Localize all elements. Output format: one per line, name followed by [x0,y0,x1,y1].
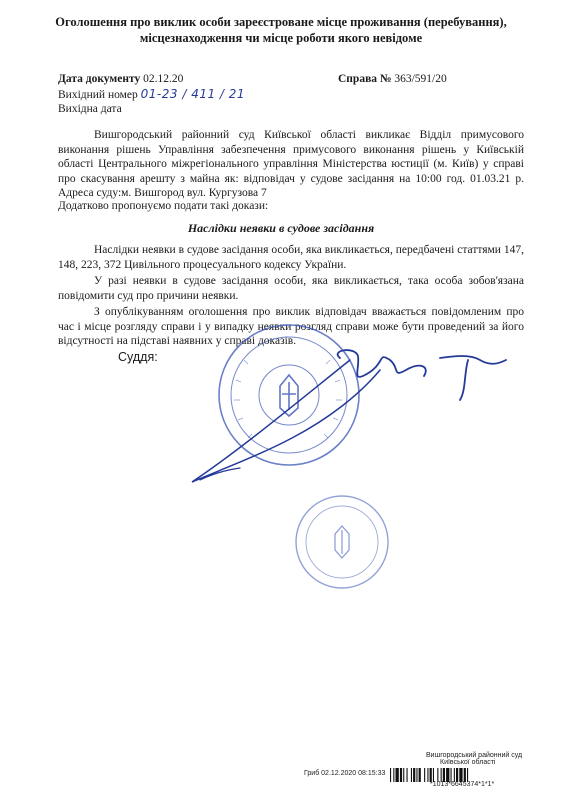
case-value: 363/591/20 [394,73,447,85]
barcode-bar [451,768,452,782]
title-line-1: Оголошення про виклик особи зареєстроване місце проживання (перебування), [55,15,507,29]
summons-paragraph: Вишгородський районний суд Київської області викликає Відділ примусового виконання рішень Управління забезпечення примусового виконання рішень у Київській області Центрального міжрегіонального управління Міністерства юстиції (м. Київ) у справі про скасування арешту з майна як: відповідач у судове засідання на 10:00 год. 01.03.21 р. Адреса суду:м. Вишгород вул. Кургузова 7 [58,129,524,199]
barcode-bar [433,768,434,782]
barcode-bar [400,768,402,782]
document-title [40,14,522,46]
document-date [58,72,183,87]
outgoing-number [58,87,245,103]
case-label: Справа № [338,73,392,85]
barcode-bar [393,768,394,782]
barcode-bar [419,768,421,782]
footer-timestamp: Гриб 02.12.2020 08:15:33 [304,770,386,777]
barcode-bar [437,768,438,782]
barcode-bar [413,768,415,782]
footer-court-line-1: Вишгородський районний суд [426,752,523,759]
barcode-bar [427,768,428,782]
barcode-bar [396,768,399,782]
judge-label: Суддя: [118,350,158,364]
barcode-bar [407,768,408,782]
consequences-paragraph: Наслідки неявки в судове засідання особи, яка викликається, передбачені статтями 147, 148, 223, 372 Цивільного процесуального кодексу України. [58,244,524,271]
footer-court-line-2: Київської області [440,759,496,766]
case-number [338,72,447,87]
notification-paragraph: У разі неявки в судове засідання особи, яка викликається, така особа зобов'язана повідомити суд про причини неявки. [58,275,524,302]
barcode [390,768,540,782]
date-value: 02.12.20 [143,73,184,85]
outgoing-date-label: Вихідна дата [58,103,122,115]
evidence-paragraph: Додатково пропонуємо подати такі докази: [58,200,269,212]
barcode-bar [390,768,391,782]
date-label: Дата документу [58,73,141,85]
barcode-bar [430,768,432,782]
barcode-bar [416,768,417,782]
barcode-bar [459,768,462,782]
barcode-bar [403,768,404,782]
outgoing-value: 01-23 / 411 / 21 [140,87,246,101]
barcode-number: *1013*6645374*1*1* [430,781,495,788]
publication-paragraph: З опублікуванням оголошення про виклик відповідач вважається повідомленим про час і місце розгляду справи і у випадку неявки розгляд справи може бути проведений за його відсутності на підставі наявних у справі доказів. [58,306,524,347]
barcode-bar [446,768,449,782]
barcode-bar [454,768,455,782]
judge-signature [180,330,520,490]
title-line-2: місцезнаходження чи місце роботи якого невідоме [139,31,423,45]
barcode-bar [411,768,412,782]
section-title: Наслідки неявки в судове засідання [187,221,375,235]
barcode-bar [467,768,468,782]
secondary-seal-stamp [292,492,392,592]
barcode-bar [424,768,425,782]
barcode-graphic [390,768,540,782]
barcode-bar [456,768,458,782]
outgoing-date [58,102,122,117]
barcode-bar [441,768,442,782]
footer-court-name [426,752,522,766]
outgoing-label: Вихідний номер [58,89,138,101]
barcode-bar [443,768,445,782]
barcode-bar [464,768,466,782]
